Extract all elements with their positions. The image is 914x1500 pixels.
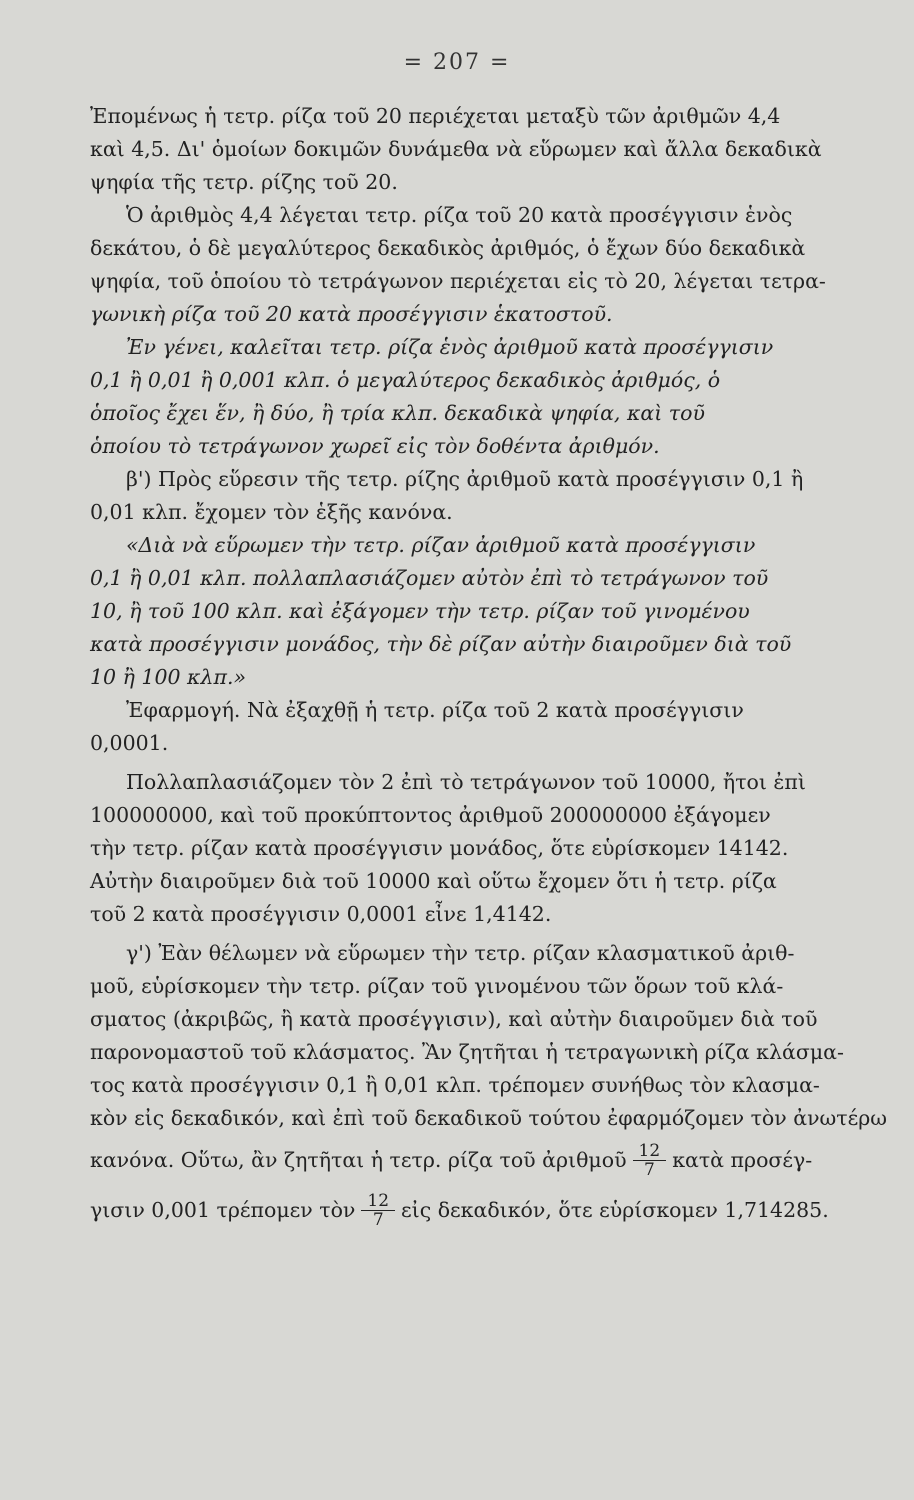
text-line: γωνικὴ ρίζα τοῦ 20 κατὰ προσέγγισιν ἑκατοστοῦ. <box>90 302 613 326</box>
fraction-numerator: 12 <box>633 1142 667 1161</box>
text-line: ὁποίου τὸ τετράγωνον χωρεῖ εἰς τὸν δοθέντα ἀριθμόν. <box>90 434 660 458</box>
fraction-numerator: 12 <box>361 1192 395 1211</box>
text-line: β') Πρὸς εὕρεσιν τῆς τετρ. ρίζης ἀριθμοῦ κατὰ προσέγγισιν 0,1 ἢ <box>126 467 804 491</box>
text-line: Πολλαπλασιάζομεν τὸν 2 ἐπὶ τὸ τετράγωνον τοῦ 10000, ἤτοι ἐπὶ <box>126 770 806 794</box>
page-body <box>90 100 887 1235</box>
text-line: ψηφία, τοῦ ὁποίου τὸ τετράγωνον περιέχεται εἰς τὸ 20, λέγεται τετρα- <box>90 269 826 293</box>
text-segment: κανόνα. Οὕτω, ἂν ζητῆται ἡ τετρ. ρίζα τοῦ ἀριθμοῦ <box>90 1147 627 1172</box>
text-line: καὶ 4,5. Δι' ὁμοίων δοκιμῶν δυνάμεθα νὰ εὕρωμεν καὶ ἄλλα δεκαδικὰ <box>90 137 822 161</box>
fraction-line-1 <box>90 1135 850 1185</box>
text-line: ὁποῖος ἔχει ἕν, ἢ δύο, ἢ τρία κλπ. δεκαδικὰ ψηφία, καὶ τοῦ <box>90 401 705 425</box>
text-line: μοῦ, εὑρίσκομεν τὴν τετρ. ρίζαν τοῦ γινομένου τῶν ὅρων τοῦ κλά- <box>90 974 784 998</box>
text-segment: κατὰ προσέγ- <box>672 1147 813 1172</box>
text-lines <box>90 100 887 1135</box>
text-line: δεκάτου, ὁ δὲ μεγαλύτερος δεκαδικὸς ἀριθμός, ὁ ἔχων δύο δεκαδικὰ <box>90 236 806 260</box>
text-line: 10, ἢ τοῦ 100 κλπ. καὶ ἐξάγομεν τὴν τετρ. ρίζαν τοῦ γινομένου <box>90 599 750 623</box>
fraction-denominator: 7 <box>643 1159 655 1180</box>
text-line: γ') Ἐὰν θέλωμεν νὰ εὕρωμεν τὴν τετρ. ρίζαν κλασματικοῦ ἀριθ- <box>126 941 795 965</box>
text-segment: γισιν 0,001 τρέπομεν τὸν <box>90 1197 356 1222</box>
text-line: τὴν τετρ. ρίζαν κατὰ προσέγγισιν μονάδος, ὅτε εὑρίσκομεν 14142. <box>90 836 789 860</box>
text-line: 10 ἢ 100 κλπ.» <box>90 665 247 689</box>
text-line: Αὐτὴν διαιροῦμεν διὰ τοῦ 10000 καὶ οὕτω ἔχομεν ὅτι ἡ τετρ. ρίζα <box>90 869 777 893</box>
fraction <box>633 1142 667 1179</box>
page-number: = 207 = <box>403 50 511 75</box>
text-line: 0,0001. <box>90 731 169 755</box>
text-line: 0,1 ἢ 0,01 ἢ 0,001 κλπ. ὁ μεγαλύτερος δεκαδικὸς ἀριθμός, ὁ <box>90 368 721 392</box>
text-line: ψηφία τῆς τετρ. ρίζης τοῦ 20. <box>90 170 398 194</box>
fraction-denominator: 7 <box>372 1209 384 1230</box>
text-line: «Διὰ νὰ εὕρωμεν τὴν τετρ. ρίζαν ἀριθμοῦ κατὰ προσέγγισιν <box>126 533 756 557</box>
text-line: κατὰ προσέγγισιν μονάδος, τὴν δὲ ρίζαν αὐτὴν διαιροῦμεν διὰ τοῦ <box>90 632 792 656</box>
text-segment: εἰς δεκαδικόν, ὅτε εὑρίσκομεν 1,714285. <box>401 1197 829 1222</box>
text-line: Ἐν γένει, καλεῖται τετρ. ρίζα ἑνὸς ἀριθμοῦ κατὰ προσέγγισιν <box>126 335 774 359</box>
text-line: σματος (ἀκριβῶς, ἢ κατὰ προσέγγισιν), καὶ αὐτὴν διαιροῦμεν διὰ τοῦ <box>90 1007 818 1031</box>
text-line: τοῦ 2 κατὰ προσέγγισιν 0,0001 εἶνε 1,4142. <box>90 902 552 926</box>
fraction-line-2 <box>90 1185 850 1235</box>
text-line: 0,1 ἢ 0,01 κλπ. πολλαπλασιάζομεν αὐτὸν ἐπὶ τὸ τετράγωνον τοῦ <box>90 566 769 590</box>
text-line: τος κατὰ προσέγγισιν 0,1 ἢ 0,01 κλπ. τρέπομεν συνήθως τὸν κλασμα- <box>90 1073 820 1097</box>
text-line: Ἐπομένως ἡ τετρ. ρίζα τοῦ 20 περιέχεται μεταξὺ τῶν ἀριθμῶν 4,4 <box>90 104 781 128</box>
text-line: Ὁ ἀριθμὸς 4,4 λέγεται τετρ. ρίζα τοῦ 20 κατὰ προσέγγισιν ἑνὸς <box>126 203 793 227</box>
fraction <box>361 1192 395 1229</box>
text-line: Ἐφαρμογή. Νὰ ἐξαχθῇ ἡ τετρ. ρίζα τοῦ 2 κατὰ προσέγγισιν <box>126 698 744 722</box>
text-line: κὸν εἰς δεκαδικόν, καὶ ἐπὶ τοῦ δεκαδικοῦ τούτου ἐφαρμόζομεν τὸν ἀνωτέρω <box>90 1106 887 1130</box>
text-line: 100000000, καὶ τοῦ προκύπτοντος ἀριθμοῦ 200000000 ἐξάγομεν <box>90 803 771 827</box>
text-line: 0,01 κλπ. ἔχομεν τὸν ἑξῆς κανόνα. <box>90 500 453 524</box>
text-line: παρονομαστοῦ τοῦ κλάσματος. Ἂν ζητῆται ἡ τετραγωνικὴ ρίζα κλάσμα- <box>90 1040 844 1064</box>
